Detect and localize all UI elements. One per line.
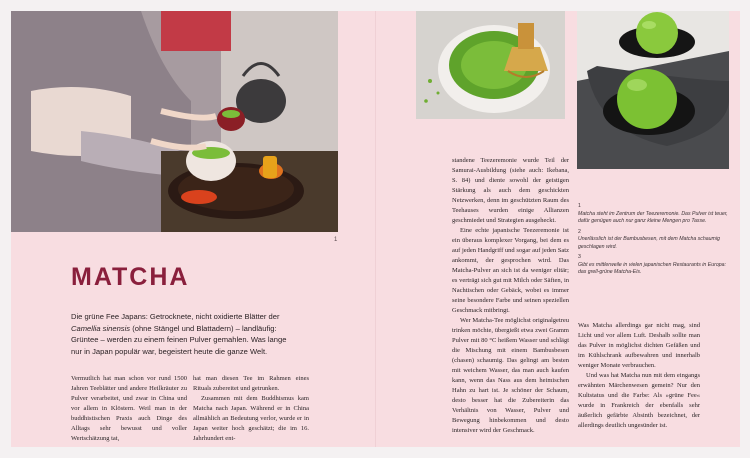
caption-number: 2 bbox=[578, 228, 581, 235]
tea-ceremony-illustration bbox=[11, 11, 338, 232]
right-body-column-1 bbox=[452, 156, 569, 436]
matcha-icecream-photo bbox=[577, 11, 729, 169]
body-paragraph: Vermutlich hat man schon vor rund 1500 Jahren Teeblätter und andere Heilkräuter zu Pulver verarbeitet, und zwar in China und vor allem in Klöstern. Weil man in der buddhistischen Praxis auch Dinge des Alltags sehr bewusst und voller Wertschätzung tat, bbox=[71, 375, 187, 442]
species-name: Camellia sinensis bbox=[71, 323, 131, 333]
body-paragraph: hat man diesen Tee im Rahmen eines Rituals zubereitet und getrunken. bbox=[193, 375, 309, 392]
right-page bbox=[376, 11, 740, 447]
body-paragraph: Und was hat Matcha nun mit dem eingangs erwähnten Märchenwesen gemein? Nur den Kultstatus und die Farbe: Als »grüne Fee« wurde in Frankreich der ebenfalls sehr äußerlich gefärbte Absinth bezeichnet, der allerdings deutlich ungesünder ist. bbox=[578, 372, 700, 429]
body-paragraph: standene Teezeremonie wurde Teil der Samurai-Ausbildung (siehe auch: Ikebana, S. 84) und diente sowohl der geistigen Stärkung als auch dem geschickten Netzwerken, denn im geschützten Raum des Teehauses wurden einige Allianzen geschmiedet und Strategien ausgeheckt. bbox=[452, 157, 569, 224]
caption-text: Matcha steht im Zentrum der Teezeremonie. Das Pulver ist teuer, dafür genügen auch nur ganz kleine Mengen pro Tasse. bbox=[578, 210, 728, 224]
caption-text: Unerlässlich ist der Bambusbesen, mit dem Matcha schaumig geschlagen wird. bbox=[578, 236, 720, 250]
right-body-column-2 bbox=[578, 321, 700, 431]
tea-ceremony-photo bbox=[11, 11, 338, 232]
article-title: MATCHA bbox=[71, 263, 190, 291]
body-paragraph: Was Matcha allerdings gar nicht mag, sind Licht und vor allem Luft. Deshalb sollte man das Pulver in möglichst dichten Gefäßen und im Kühlschrank aufbewahren und innerhalb weniger Monate verbrauchen. bbox=[578, 322, 700, 369]
caption-number: 3 bbox=[578, 254, 581, 260]
caption bbox=[578, 254, 728, 277]
body-paragraph: Wer Matcha-Tee möglichst originalgetreu trinken möchte, übergießt etwa zwei Gramm Pulver mit 80 °C heißem Wasser und schlägt die Mischung mit einem Bambusbesen (chasen) schaumig. Das gelingt am besten mit weichem Wasser, das man auch kaufen kann, wenn das Nass aus dem heimischen Hahn zu hart ist. Je schöner der Schaum, desto besser hat die Zubereiterin das Verhältnis von Wasser, Pulver und Bewegung hinbekommen und desto intensiver wird der Geschmack. bbox=[452, 317, 569, 434]
photo-captions bbox=[578, 203, 728, 280]
caption bbox=[578, 203, 728, 226]
left-body-column-1 bbox=[71, 374, 187, 444]
matcha-whisk-photo bbox=[416, 11, 565, 119]
body-paragraph: Zusammen mit dem Buddhismus kam Matcha nach Japan. Während er in China allmählich an Bedeutung verlor, wurde er in Japan weiter hoch geschätzt; die im 16. Jahrhundert ent- bbox=[193, 395, 309, 442]
intro-text-1: Die grüne Fee Japans: Getrocknete, nicht oxidierte Blätter der bbox=[71, 312, 280, 321]
photo-number: 1 bbox=[334, 237, 338, 243]
icecream-illustration bbox=[577, 11, 729, 169]
caption bbox=[578, 229, 728, 252]
intro-paragraph bbox=[71, 311, 299, 357]
left-body-column-2 bbox=[193, 374, 309, 444]
caption-number: 1 bbox=[578, 203, 581, 209]
left-page bbox=[11, 11, 375, 447]
body-paragraph: Eine echte japanische Teezeremonie ist ein überaus komplexer Vorgang, bei dem es auf jeden Handgriff und sogar auf jeden Satz ankommt, der gesprochen wird. Das Matcha-Pulver an sich ist da weniger elitär; es verträgt sich gut mit Milch oder Säften, in Nachtischen oder Gebäck, wobei es immer seine besondere Farbe und seinen speziellen Geschmack mitbringt. bbox=[452, 227, 569, 314]
whisk-illustration bbox=[416, 11, 565, 119]
caption-text: Gibt es mittlerweile in vielen japanischen Restaurants in Europa: das grell-grüne Matcha-Eis. bbox=[578, 261, 726, 275]
intro-text-2: (ohne Stängel und Blattadern) – landläufig: Grüntee – werden zu einem feinen Pulver gemahlen. Was lange nur in Japan populär war, begeistert heute die ganze Welt. bbox=[71, 323, 287, 356]
